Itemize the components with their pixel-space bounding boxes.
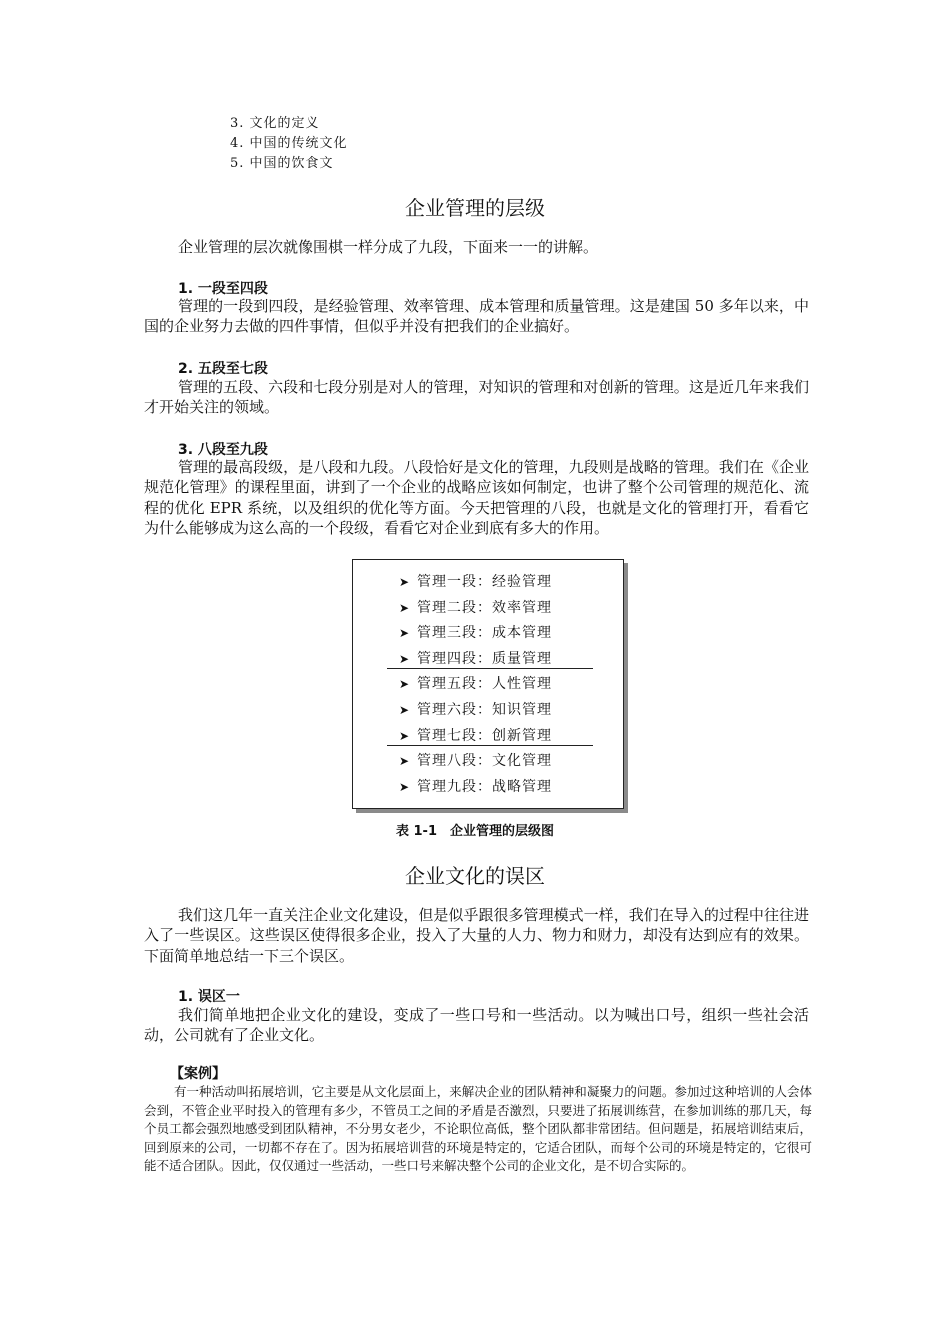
level-label: 管理七段：创新管理 [417,727,552,744]
outline-item: 5. 中国的饮食文 [230,156,334,171]
outline-item: 3. 文化的定义 [230,116,320,131]
level-label: 管理九段：战略管理 [417,778,552,795]
level-item [399,621,595,647]
section-title-management-levels: 企业管理的层级 [405,196,545,220]
arrow-bullet-icon: ➤ [399,600,411,615]
level-label: 管理八段：文化管理 [417,753,552,770]
section-intro: 企业管理的层次就像围棋一样分成了九段，下面来一一的讲解。 [178,238,599,256]
arrow-bullet-icon: ➤ [399,779,411,794]
level-item [399,775,595,801]
level-label: 管理六段：知识管理 [417,701,552,718]
case-label: 【案例】 [170,1066,226,1082]
level-label: 管理一段：经验管理 [417,574,552,590]
paragraph: 管理的五段、六段和七段分别是对人的管理，对知识的管理和对创新的管理。这是近几年来我们才开始关注的领域。 [144,378,809,417]
arrow-bullet-icon: ➤ [399,702,411,717]
figure-box [352,559,624,809]
chapter-outline [230,114,348,174]
level-item [399,698,595,724]
levels-list [399,570,595,800]
management-levels-figure [352,559,624,809]
level-item [399,596,595,622]
figure-caption: 表 1-1 企业管理的层级图 [395,824,554,839]
subsection-heading: 1. 误区一 [178,989,240,1005]
subsection-heading: 2. 五段至七段 [178,361,268,377]
arrow-bullet-icon: ➤ [399,626,411,641]
section-title-culture-pitfalls: 企业文化的误区 [405,864,545,888]
level-item [399,749,595,775]
group-divider [387,745,593,746]
case-paragraph: 有一种活动叫拓展培训，它主要是从文化层面上，来解决企业的团队精神和凝聚力的问题。参加过这种培训的人会体会到，不管企业平时投入的管理有多少，不管员工之间的矛盾是否激烈，只要进了拓展训练营，在参加训练的那几天，每个员工都会强烈地感受到团队精神，不分男女老少，不论职位高低，整个团队都非常团结。但问题是，拓展培训结束后，回到原来的公司，一切都不存在了。因为拓展培训营的环境是特定的，它适合团队，而每个公司的环境是特定的，它很可能不适合团队。因此，仅仅通过一些活动，一些口号来解决整个公司的企业文化，是不切合实际的。 [144,1084,812,1174]
arrow-bullet-icon: ➤ [399,651,411,666]
arrow-bullet-icon: ➤ [399,754,411,769]
arrow-bullet-icon: ➤ [399,575,411,589]
subsection-heading: 3. 八段至九段 [178,442,268,458]
level-label: 管理三段：成本管理 [417,625,552,642]
level-label: 管理四段：质量管理 [417,650,552,667]
paragraph: 我们简单地把企业文化的建设，变成了一些口号和一些活动。以为喊出口号，组织一些社会活动，公司就有了企业文化。 [144,1006,809,1045]
level-label: 管理二段：效率管理 [417,599,552,616]
section-intro: 我们这几年一直关注企业文化建设，但是似乎跟很多管理模式一样，我们在导入的过程中往往进入了一些误区。这些误区使得很多企业，投入了大量的人力、物力和财力，却没有达到应有的效果。下面简单地总结一下三个误区。 [144,906,809,965]
level-label: 管理五段：人性管理 [417,676,552,693]
group-divider [387,668,593,669]
paragraph: 管理的最高段级，是八段和九段。八段恰好是文化的管理，九段则是战略的管理。我们在《企业规范化管理》的课程里面，讲到了一个企业的战略应该如何制定，也讲了整个公司管理的规范化、流程的优化 EPR 系统，以及组织的优化等方面。今天把管理的八段，也就是文化的管理打开，看看它为什么能够成为这么高的一个段级，看看它对企业到底有多大的作用。 [144,458,809,538]
level-item [399,570,595,596]
subsection-heading: 1. 一段至四段 [178,281,268,297]
outline-item: 4. 中国的传统文化 [230,136,348,151]
level-item [399,672,595,698]
arrow-bullet-icon: ➤ [399,728,411,743]
arrow-bullet-icon: ➤ [399,677,411,692]
paragraph: 管理的一段到四段，是经验管理、效率管理、成本管理和质量管理。这是建国 50 多年以来，中国的企业努力去做的四件事情，但似乎并没有把我们的企业搞好。 [144,297,809,336]
